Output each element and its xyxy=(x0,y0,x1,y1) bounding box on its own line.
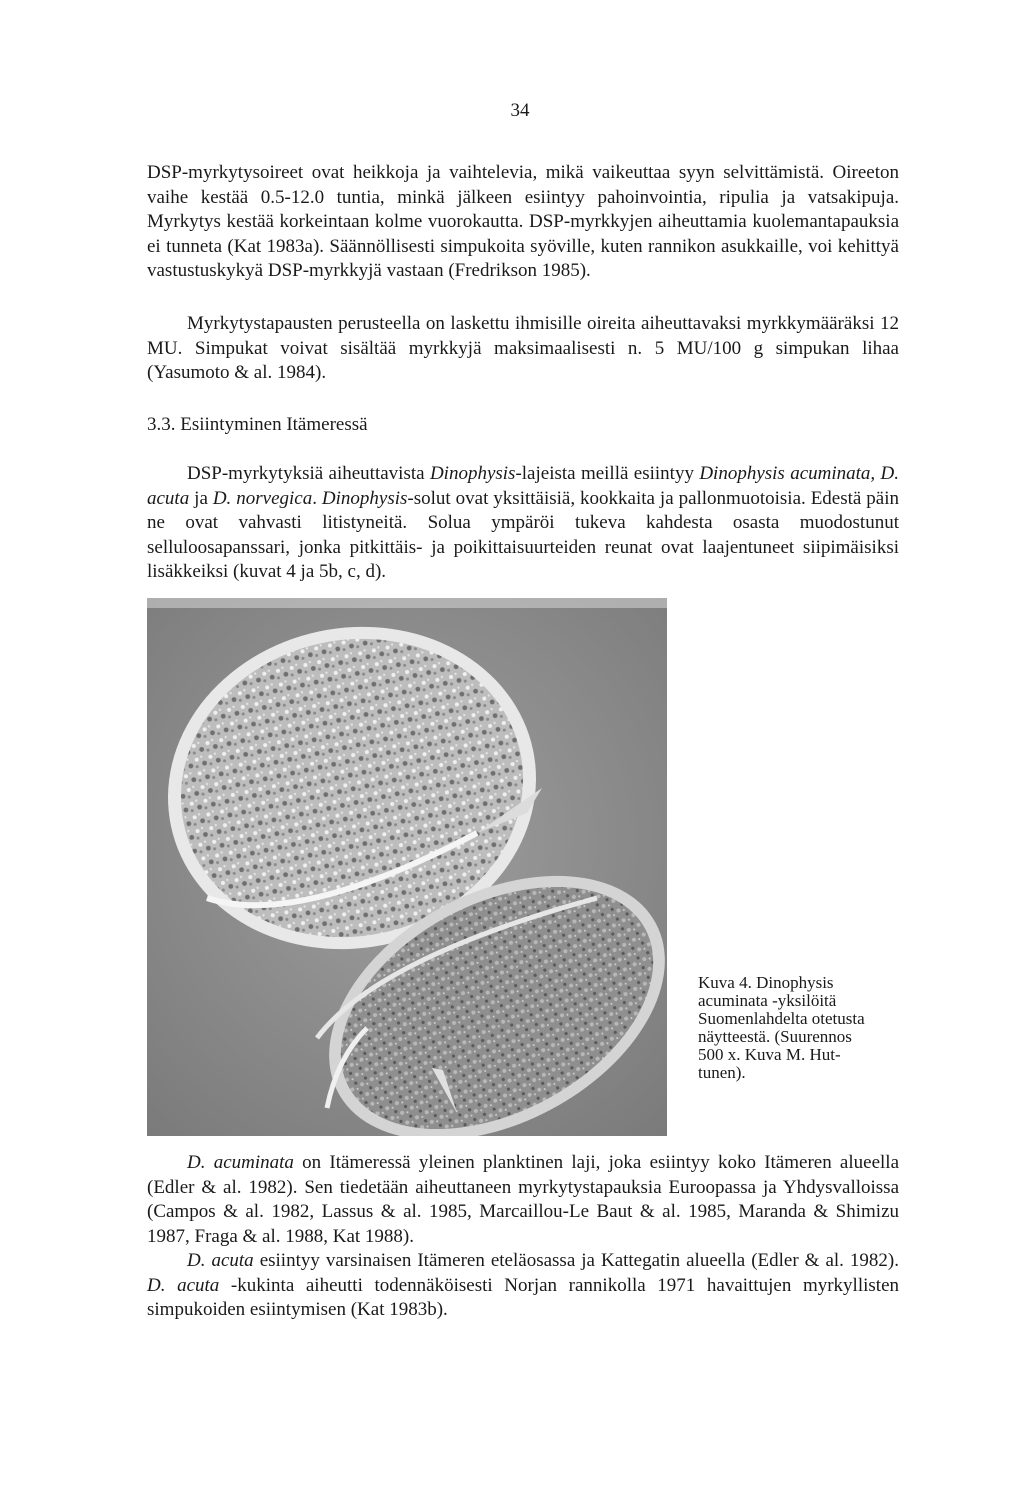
paragraph-acuminata: D. acuminata on Itämeressä yleinen planktinen laji, joka esiintyy koko Itämeren alueella (Edler & al. 1982). Sen tiedetään aiheuttaneen myrkytystapauksia Euroopassa ja Yhdysvalloissa (Campos & al. 1982, Lassus & al. 1985, Marcaillou-Le Baut & al. 1985, Maranda & Shimizu 1987, Fraga & al. 1988, Kat 1988). xyxy=(147,1152,900,1247)
micrograph-photo xyxy=(147,598,667,1136)
paragraph-acuta: D. acuta esiintyy varsinaisen Itämeren eteläosassa ja Kattegatin alueella (Edler & al. 1982). D. acuta -kukinta aiheutti todennäköisesti Norjan rannikolla 1971 havaittujen myrkyllisten simpukoiden esiintymisen (Kat 1983b). xyxy=(147,1250,899,1320)
section-heading: 3.3. Esiintyminen Itämeressä xyxy=(147,414,368,435)
bottom-text-block xyxy=(147,1151,899,1323)
paragraph-toxin-dose: Myrkytystapausten perusteella on laskettu ihmisille oireita aiheuttavaksi myrkkymääräksi 12 MU. Simpukat voivat sisältää myrkkyjä maksimaalisesti n. 5 MU/100 g simpukan lihaa (Yasumoto & al. 1984). xyxy=(147,313,899,383)
figure-caption: Kuva 4. Dinophysis acuminata -yksilöitä Suomenlahdelta otetusta näytteestä. (Suurennos 500 x. Kuva M. Hut- tunen). xyxy=(698,973,865,1082)
page-number: 34 xyxy=(510,100,530,121)
paragraph-dsp-symptoms: DSP-myrkytysoireet ovat heikkoja ja vaihtelevia, mikä vaikeuttaa syyn selvittämistä. Oireeton vaihe kestää 0.5-12.0 tuntia, minkä jälkeen esiintyy pahoinvointia, ripulia ja vatsakipuja. Myrkytys kestää korkeintaan kolme vuorokautta. DSP-myrkkyjen aiheuttamia kuolemantapauksia ei tunneta (Kat 1983a). Säännöllisesti simpukoita syöville, kuten rannikon asukkaille, voi kehittyä vastustuskykyä DSP-myrkkyjä vastaan (Fredrikson 1985). xyxy=(147,162,899,281)
paragraph-dinophysis-species: DSP-myrkytyksiä aiheuttavista Dinophysis-lajeista meillä esiintyy Dinophysis acuminata, D. acuta ja D. norvegica. Dinophysis-solut ovat yksittäisiä, kookkaita ja pallonmuotoisia. Edestä päin ne ovat vahvasti litistyneitä. Solua ympäröi tukeva kahdesta osasta muodostunut selluloosapanssari, jonka pitkittäis- ja poikittaisuurteiden reunat ovat laajentuneet siipimäisiksi lisäkkeiksi (kuvat 4 ja 5b, c, d). xyxy=(147,463,899,582)
